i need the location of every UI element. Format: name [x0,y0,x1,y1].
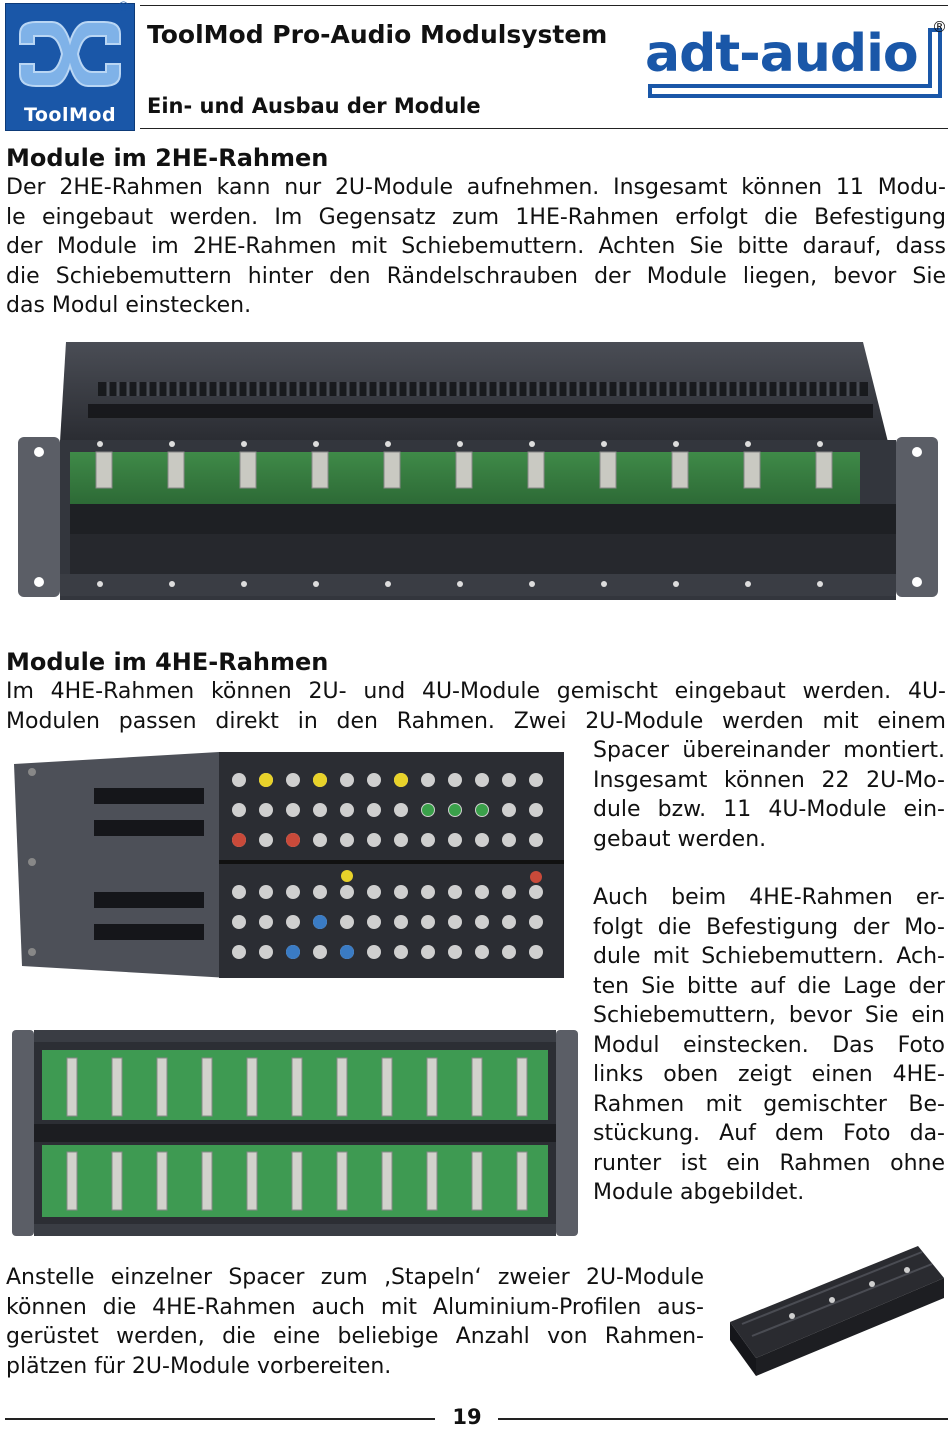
section-4he-side-text-2 [593,883,945,1208]
text-line: gebaut werden. [593,826,767,852]
toolmod-logo-text: ToolMod [23,104,117,126]
text-line: dule bzw. 11 4U-Module ein- [593,797,945,822]
text-line: dule mit Schiebemuttern. Ach- [593,944,945,969]
text-line: Der 2HE-Rahmen kann nur 2U-Module aufnehmen. Insgesamt können 11 Modu- [6,175,946,200]
text-line: ten Sie bitte auf die Lage der [593,973,945,999]
section-heading-4he: Module im 4HE-Rahmen [6,648,329,676]
footer-rule-right [498,1418,948,1420]
text-line: das Modul einstecken. [6,293,252,318]
text-line: le eingebaut werden. Im Gegensatz zum 1HE-Rahmen erfolgt die Befestigung [6,204,946,230]
frame-4he-loaded-photo [14,752,574,978]
text-line: Im 4HE-Rahmen können 2U- und 4U-Module gemischt eingebaut werden. 4U- [6,679,946,704]
aluminium-profile-photo [722,1240,948,1380]
section-4he-intro [6,677,946,736]
footer-rule-left [5,1418,435,1420]
registered-mark: ® [117,0,130,15]
text-line: Schiebemuttern, bevor Sie ein [593,1003,945,1028]
text-line: stückung. Auf dem Foto da- [593,1121,945,1146]
header-title: ToolMod Pro-Audio Modulsystem [147,20,608,49]
text-line: gerüstet werden, die eine beliebige Anzahl von Rahmen- [6,1324,704,1349]
text-line: Rahmen mit gemischter Be- [593,1091,945,1117]
text-line: können die 4HE-Rahmen auch mit Aluminium-Profilen aus- [6,1294,704,1320]
text-line: Modul einstecken. Das Foto [593,1032,945,1058]
page-number: 19 [452,1405,482,1429]
brand-registered-mark: ® [932,18,947,36]
text-line: Module abgebildet. [593,1180,805,1205]
text-line: Spacer übereinander montiert. [593,738,945,763]
toolmod-logo [5,3,135,131]
text-line: Auch beim 4HE-Rahmen er- [593,885,945,910]
section-profiles-text [6,1263,704,1381]
section-heading-2he: Module im 2HE-Rahmen [6,144,329,172]
text-line: Anstelle einzelner Spacer zum ‚Stapeln‘ zweier 2U-Module [6,1265,704,1290]
text-line: die Schiebemuttern hinter den Rändelschrauben der Module liegen, bevor Sie [6,263,946,289]
frame-4he-empty-photo [12,1030,578,1236]
header-rule-top [140,5,948,6]
text-line: links oben zeigt einen 4HE- [593,1062,945,1087]
text-line: plätzen für 2U-Module vorbereiten. [6,1353,392,1379]
section-2he-text [6,173,946,321]
text-line: Insgesamt können 22 2U-Mo- [593,767,945,793]
frame-2he-photo [18,342,938,604]
text-line: folgt die Befestigung der Mo- [593,914,945,940]
text-line: der Module im 2HE-Rahmen mit Schiebemuttern. Achten Sie bitte darauf, dass [6,234,946,259]
header-subtitle: Ein- und Ausbau der Module [147,94,481,118]
adt-audio-wordmark: adt-audio [645,24,918,84]
text-line: Modulen passen direkt in den Rahmen. Zwei 2U-Module werden mit einem [6,708,946,734]
text-line: runter ist ein Rahmen ohne [593,1150,945,1176]
header-rule-bottom [140,128,948,129]
section-4he-side-text-1 [593,736,945,854]
